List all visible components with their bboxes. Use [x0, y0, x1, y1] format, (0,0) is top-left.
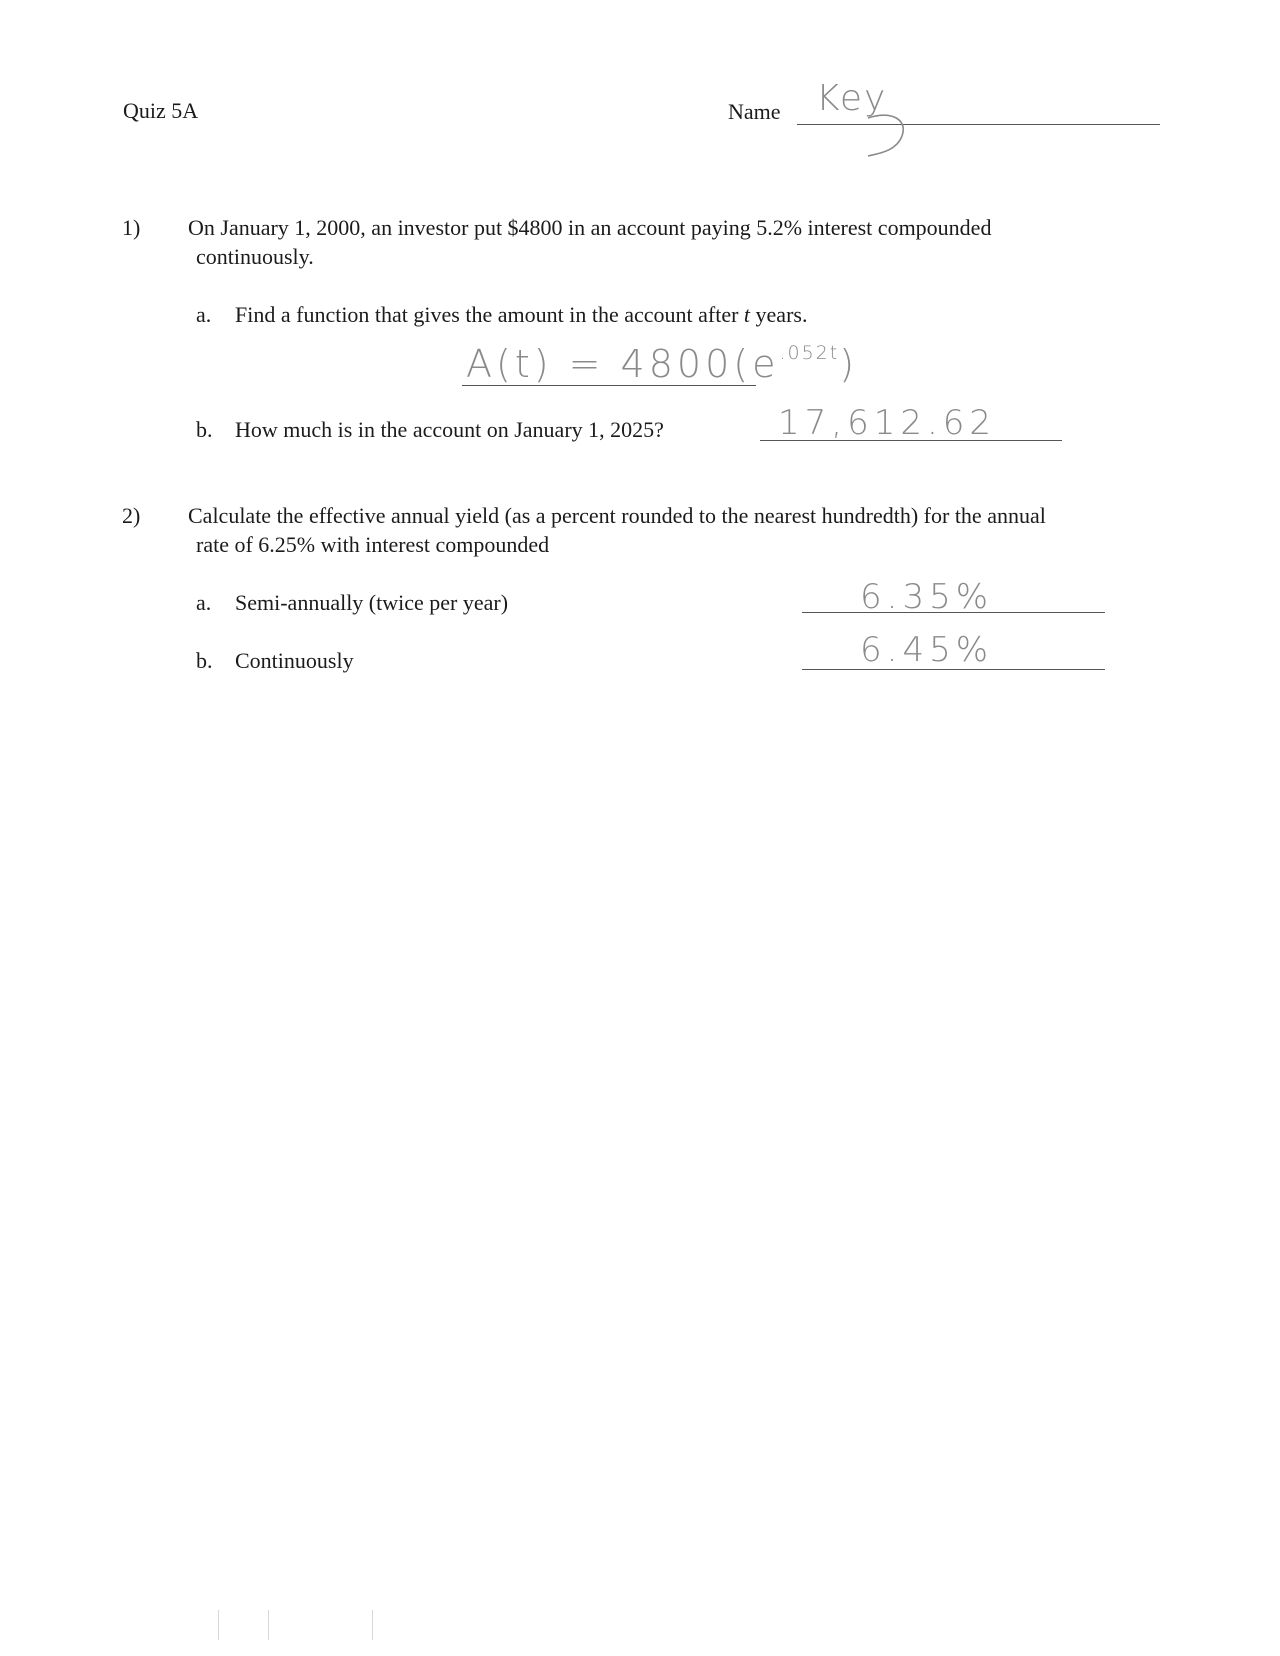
- question-2b-letter: b.: [196, 648, 213, 673]
- question-2b-text: Continuously: [235, 648, 354, 673]
- question-1a-answer-close: ): [839, 342, 859, 386]
- question-1a-letter: a.: [196, 302, 212, 327]
- question-1a-answer-line: [462, 385, 756, 386]
- question-2a-answer: 6.35%: [860, 577, 994, 617]
- name-label: Name: [728, 99, 781, 124]
- question-1b-letter: b.: [196, 417, 213, 442]
- scan-artifact: [218, 1610, 219, 1640]
- question-2a-text: Semi-annually (twice per year): [235, 590, 509, 615]
- name-answer: Key: [816, 78, 888, 119]
- question-1-text-line2: continuously.: [196, 244, 314, 269]
- question-1a-text-after: years.: [750, 302, 808, 327]
- question-1a-text-before: Find a function that gives the amount in the account after: [235, 302, 744, 327]
- scan-artifact: [268, 1610, 269, 1640]
- question-2b-answer: 6.45%: [860, 630, 994, 670]
- quiz-title: Quiz 5A: [123, 98, 199, 123]
- question-1-number: 1): [122, 215, 141, 240]
- name-line: [797, 124, 1160, 125]
- question-1a-answer: [466, 342, 858, 386]
- question-1a-answer-exponent: .052t: [779, 342, 840, 365]
- question-2-text-line1: Calculate the effective annual yield (as a percent rounded to the nearest hundredth) for the annual: [188, 503, 1046, 528]
- question-1b-answer-line: [760, 440, 1062, 441]
- question-1a-text: [235, 302, 807, 328]
- question-1b-text: How much is in the account on January 1, 2025?: [235, 417, 664, 442]
- question-2a-letter: a.: [196, 590, 212, 615]
- question-1a-variable: t: [743, 302, 751, 327]
- question-1-text-line1: On January 1, 2000, an investor put $4800 in an account paying 5.2% interest compounded: [188, 215, 992, 240]
- scan-artifact: [372, 1610, 373, 1640]
- question-2-text-line2: rate of 6.25% with interest compounded: [196, 532, 550, 557]
- question-1b-answer: 17,612.62: [778, 403, 997, 443]
- question-2-number: 2): [122, 503, 141, 528]
- question-1a-answer-main: A(t) = 4800(e: [466, 342, 780, 386]
- question-2a-answer-line: [802, 612, 1105, 613]
- question-2b-answer-line: [802, 669, 1105, 670]
- name-answer-flourish: [862, 110, 912, 162]
